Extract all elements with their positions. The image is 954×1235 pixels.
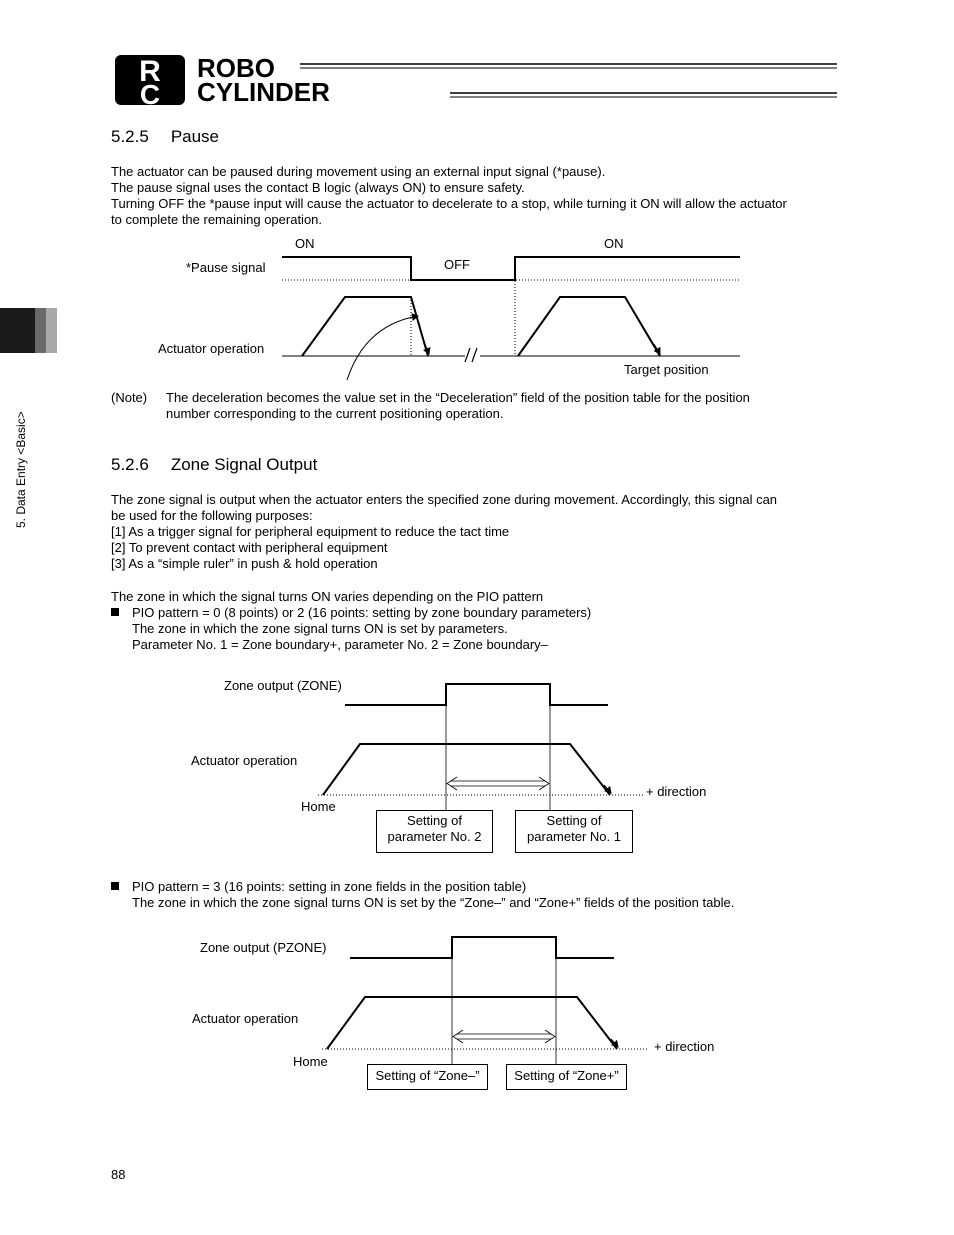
- zone1-actuator-label: Actuator operation: [191, 753, 298, 768]
- zone2-actuator-label: Actuator operation: [192, 1011, 299, 1026]
- param1-box-line2: parameter No. 1: [527, 829, 621, 844]
- param1-box-line1: Setting of: [546, 813, 602, 828]
- target-position-label: Target position: [624, 362, 709, 377]
- pause-actuator-label: Actuator operation: [158, 341, 265, 356]
- zone-minus-setting-box: Setting of “Zone–”: [367, 1064, 488, 1090]
- note-text-a: The deceleration becomes the value set in the “Deceleration” field of the position table for the position: [166, 390, 750, 405]
- pause-para-2: The pause signal uses the contact B logic (always ON) to ensure safety.: [111, 180, 525, 195]
- param1-setting-box: [515, 810, 633, 853]
- note-label: (Note): [111, 390, 148, 405]
- section-number: 5.2.6: [111, 455, 149, 474]
- zone-list-item-3: [3] As a “simple ruler” in push & hold operation: [111, 556, 378, 571]
- pause-signal-label: *Pause signal: [186, 260, 266, 275]
- pause-para-3a: Turning OFF the *pause input will cause the actuator to decelerate to a stop, while turning it ON will allow the actuator: [111, 196, 787, 211]
- logo-line2: CYLINDER: [197, 77, 330, 105]
- page-number: 88: [111, 1167, 126, 1182]
- logo-letter-r: R: [139, 55, 161, 88]
- zone2-direction-label: + direction: [654, 1039, 715, 1054]
- bullet-square-icon: [111, 882, 119, 890]
- bullet1-line3: Parameter No. 1 = Zone boundary+, parameter No. 2 = Zone boundary–: [132, 637, 548, 652]
- zone1-home-label: Home: [301, 799, 336, 814]
- zone-plus-setting-box: Setting of “Zone+”: [506, 1064, 627, 1090]
- zone-list-item-2: [2] To prevent contact with peripheral equipment: [111, 540, 388, 555]
- pause-on-label-2: ON: [604, 236, 624, 251]
- section-5-2-5-heading: [111, 127, 219, 147]
- logo-letter-c: C: [139, 79, 161, 105]
- logo-line1: ROBO: [197, 55, 275, 83]
- chapter-label: 5. Data Entry <Basic>: [14, 411, 28, 528]
- section-5-2-6-heading: [111, 455, 317, 475]
- bullet1-line1: PIO pattern = 0 (8 points) or 2 (16 points: setting by zone boundary parameters): [132, 605, 592, 620]
- param2-box-line1: Setting of: [407, 813, 462, 828]
- section-number: 5.2.5: [111, 127, 149, 146]
- param2-setting-box: [376, 810, 493, 853]
- zone-para-1a: The zone signal is output when the actuator enters the specified zone during movement. Accordingly, this signal can: [111, 492, 778, 507]
- section-title: Zone Signal Output: [170, 455, 318, 474]
- zone1-direction-label: + direction: [646, 784, 707, 799]
- pzone-output-label: Zone output (PZONE): [200, 940, 327, 955]
- pause-off-label: OFF: [444, 257, 470, 272]
- zone-para-1b: be used for the following purposes:: [111, 508, 313, 523]
- zone-output-label: Zone output (ZONE): [224, 678, 342, 693]
- pause-para-1: The actuator can be paused during movement using an external input signal (*pause).: [111, 164, 606, 179]
- pause-on-label-1: ON: [295, 236, 315, 251]
- note-text-b: number corresponding to the current positioning operation.: [166, 406, 504, 421]
- zone2-home-label: Home: [293, 1054, 328, 1069]
- zone-para-2: The zone in which the signal turns ON varies depending on the PIO pattern: [111, 589, 544, 604]
- bullet2-line1: PIO pattern = 3 (16 points: setting in zone fields in the position table): [132, 879, 527, 894]
- bullet2-line2: The zone in which the zone signal turns ON is set by the “Zone–” and “Zone+” fields of the position table.: [132, 895, 735, 910]
- param2-box-line2: parameter No. 2: [387, 829, 482, 844]
- zone-list-item-1: [1] As a trigger signal for peripheral equipment to reduce the tact time: [111, 524, 510, 539]
- header-logo: [115, 55, 840, 105]
- bullet1-line2: The zone in which the zone signal turns ON is set by parameters.: [132, 621, 508, 636]
- pause-para-3b: to complete the remaining operation.: [111, 212, 323, 227]
- bullet-square-icon: [111, 608, 119, 616]
- section-title: Pause: [170, 127, 220, 146]
- chapter-tab: [0, 308, 57, 353]
- robo-cylinder-logo: [115, 55, 840, 105]
